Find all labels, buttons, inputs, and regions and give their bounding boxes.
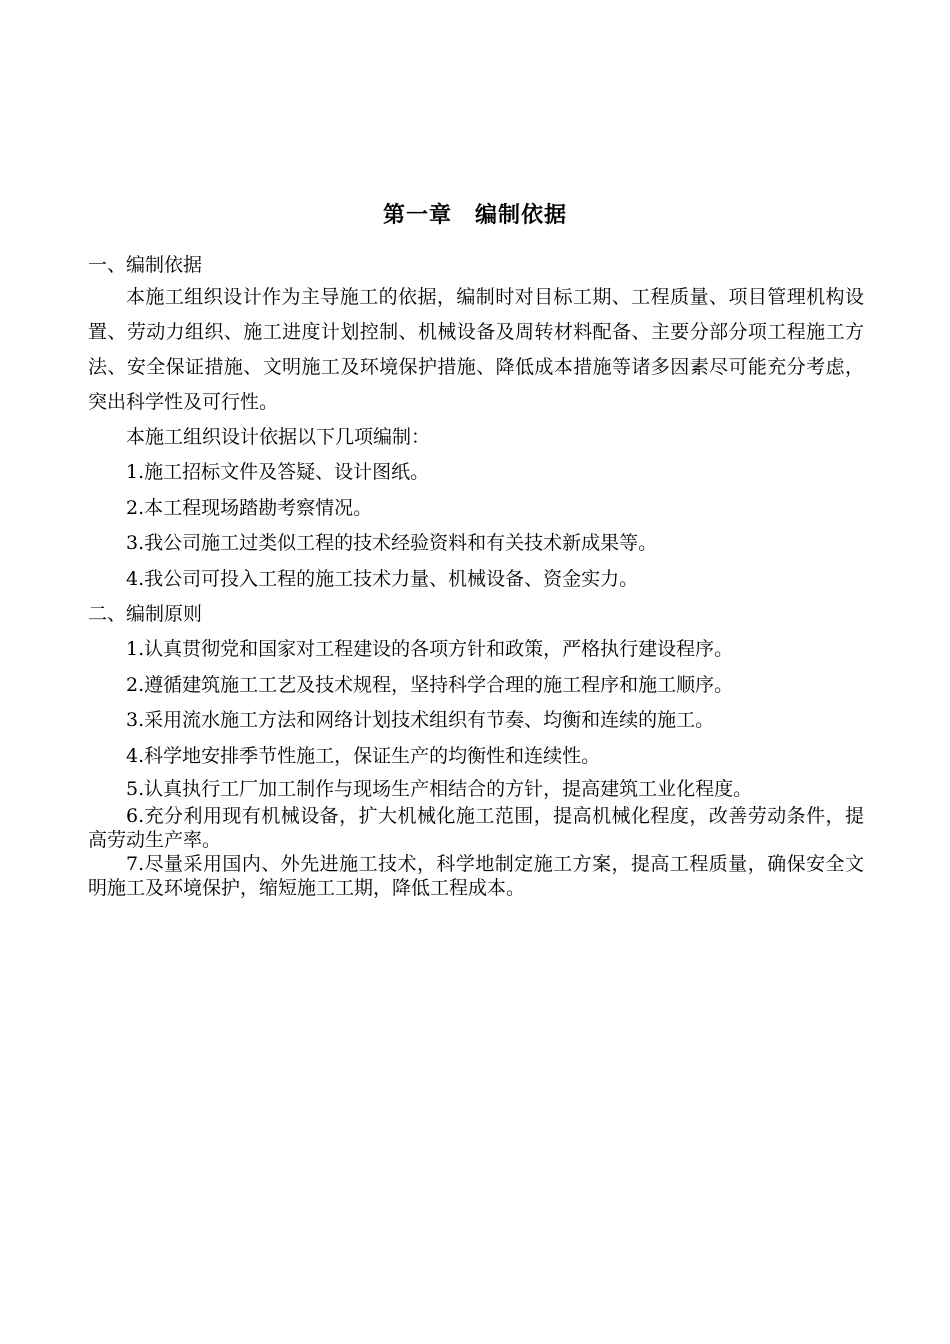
basis-item: 2.本工程现场踏勘考察情况。 — [126, 496, 373, 519]
basis-intro-paragraph: 本施工组织设计作为主导施工的依据，编制时对目标工期、工程质量、项目管理机构设置、劳动力组织、施工进度计划控制、机械设备及周转材料配备、主要分部分项工程施工方法、安全保证措施、文明施工及环境保护措施、降低成本措施等诸多因素尽可能充分考虑，突出科学性及可行性。 — [88, 286, 864, 413]
principle-item: 6.充分利用现有机械设备，扩大机械化施工范围，提高机械化程度，改善劳动条件，提高劳动生产率。 — [88, 805, 864, 851]
principle-item: 7.尽量采用国内、外先进施工技术，科学地制定施工方案，提高工程质量，确保安全文明施工及环境保护，缩短施工工期，降低工程成本。 — [88, 853, 864, 899]
section-heading-principles: 二、编制原则 — [88, 603, 203, 625]
principle-item: 5.认真执行工厂加工制作与现场生产相结合的方针，提高建筑工业化程度。 — [126, 778, 753, 800]
section-heading-basis: 一、编制依据 — [88, 254, 203, 276]
principle-item: 4.科学地安排季节性施工，保证生产的均衡性和连续性。 — [126, 744, 601, 767]
basis-item: 3.我公司施工过类似工程的技术经验资料和有关技术新成果等。 — [126, 532, 658, 554]
basis-item: 4.我公司可投入工程的施工技术力量、机械设备、资金实力。 — [126, 567, 639, 590]
principle-item: 3.采用流水施工方法和网络计划技术组织有节奏、均衡和连续的施工。 — [126, 709, 715, 731]
document-body — [88, 250, 864, 900]
principle-item: 1.认真贯彻党和国家对工程建设的各项方针和政策，严格执行建设程序。 — [126, 638, 734, 660]
chapter-title: 第一章 编制依据 — [382, 203, 567, 228]
basis-lead-paragraph: 本施工组织设计依据以下几项编制： — [126, 426, 431, 448]
basis-item: 1.施工招标文件及答疑、设计图纸。 — [126, 461, 430, 483]
principle-item: 2.遵循建筑施工工艺及技术规程，坚持科学合理的施工程序和施工顺序。 — [126, 673, 734, 696]
